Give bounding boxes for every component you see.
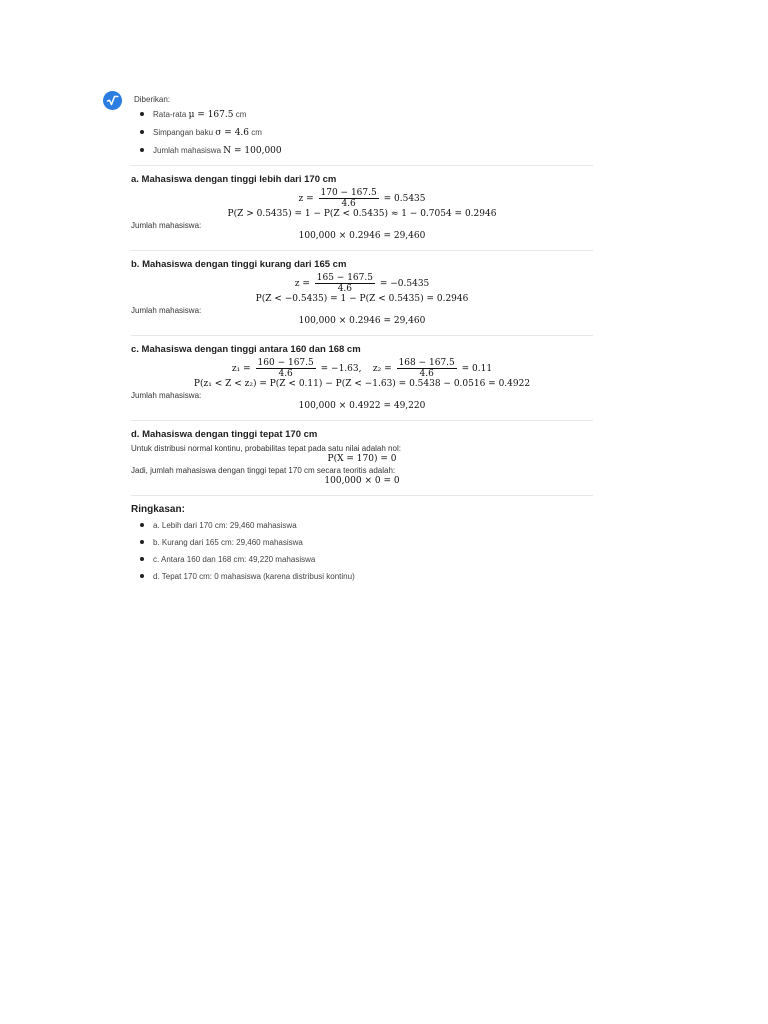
given-block bbox=[131, 95, 593, 157]
probability-equation: P(z₁ < Z < z₂) = P(Z < 0.11) − P(Z < −1.63) = 0.5438 − 0.0516 = 0.4922 bbox=[193, 379, 531, 389]
divider bbox=[131, 165, 593, 166]
divider bbox=[131, 495, 593, 496]
given-title: Diberikan: bbox=[134, 95, 171, 104]
list-item: Jumlah mahasiswa N = 100,000 bbox=[131, 145, 593, 157]
count-label: Jumlah mahasiswa: bbox=[131, 306, 202, 315]
section-b bbox=[131, 259, 593, 327]
z-equation: z = $\frac{170 - 167.5}{4.6}$ = 0.5435 bbox=[298, 188, 426, 209]
list-item: d. Tepat 170 cm: 0 mahasiswa (karena distribusi kontinu) bbox=[131, 571, 593, 582]
list-item: Simpangan baku σ = 4.6 cm bbox=[131, 127, 593, 139]
probability-equation: P(Z < −0.5435) = 1 − P(Z < 0.5435) = 0.2946 bbox=[255, 294, 469, 304]
section-title: d. Mahasiswa dengan tinggi tepat 170 cm bbox=[131, 429, 318, 440]
given-list bbox=[131, 109, 593, 157]
count-label: Jumlah mahasiswa: bbox=[131, 391, 202, 400]
count-equation: 100,000 × 0.2946 = 29,460 bbox=[298, 316, 426, 326]
count-label: Jumlah mahasiswa: bbox=[131, 221, 202, 230]
answer-content bbox=[131, 92, 593, 588]
section-title: c. Mahasiswa dengan tinggi antara 160 dan 168 cm bbox=[131, 344, 361, 355]
z-equation: z = $\frac{165 - 167.5}{4.6}$ = −0.5435 bbox=[294, 273, 430, 294]
list-item: c. Antara 160 dan 168 cm: 49,220 mahasiswa bbox=[131, 554, 593, 565]
list-item: b. Kurang dari 165 cm: 29,460 mahasiswa bbox=[131, 537, 593, 548]
summary-list bbox=[131, 520, 593, 582]
probability-equation: P(Z > 0.5435) = 1 − P(Z < 0.5435) ≈ 1 − 0.7054 = 0.2946 bbox=[227, 209, 497, 219]
section-title: a. Mahasiswa dengan tinggi lebih dari 170 cm bbox=[131, 174, 337, 185]
count-equation: 100,000 × 0 = 0 bbox=[324, 476, 400, 486]
explanation-text: Untuk distribusi normal kontinu, probabilitas tepat pada satu nilai adalah nol: bbox=[131, 444, 401, 453]
section-a bbox=[131, 174, 593, 242]
section-d bbox=[131, 429, 593, 487]
divider bbox=[131, 250, 593, 251]
list-item: Rata-rata μ = 167.5 cm bbox=[131, 109, 593, 121]
section-c bbox=[131, 344, 593, 412]
divider bbox=[131, 335, 593, 336]
list-item: a. Lebih dari 170 cm: 29,460 mahasiswa bbox=[131, 520, 593, 531]
summary-block bbox=[131, 504, 593, 582]
section-title: b. Mahasiswa dengan tinggi kurang dari 165 cm bbox=[131, 259, 347, 270]
count-equation: 100,000 × 0.2946 = 29,460 bbox=[298, 231, 426, 241]
explanation-text: Jadi, jumlah mahasiswa dengan tinggi tepat 170 cm secara teoritis adalah: bbox=[131, 466, 396, 475]
divider bbox=[131, 420, 593, 421]
count-equation: 100,000 × 0.4922 = 49,220 bbox=[298, 401, 426, 411]
probability-equation: P(X = 170) = 0 bbox=[327, 454, 397, 464]
z-equation: z₁ = $\frac{160 - 167.5}{4.6}$ = −1.63, z₂ = $\frac{168 - 167.5}{4.6}$ = 0.11 bbox=[231, 358, 493, 379]
square-root-icon bbox=[103, 91, 122, 110]
summary-title: Ringkasan: bbox=[131, 504, 185, 515]
